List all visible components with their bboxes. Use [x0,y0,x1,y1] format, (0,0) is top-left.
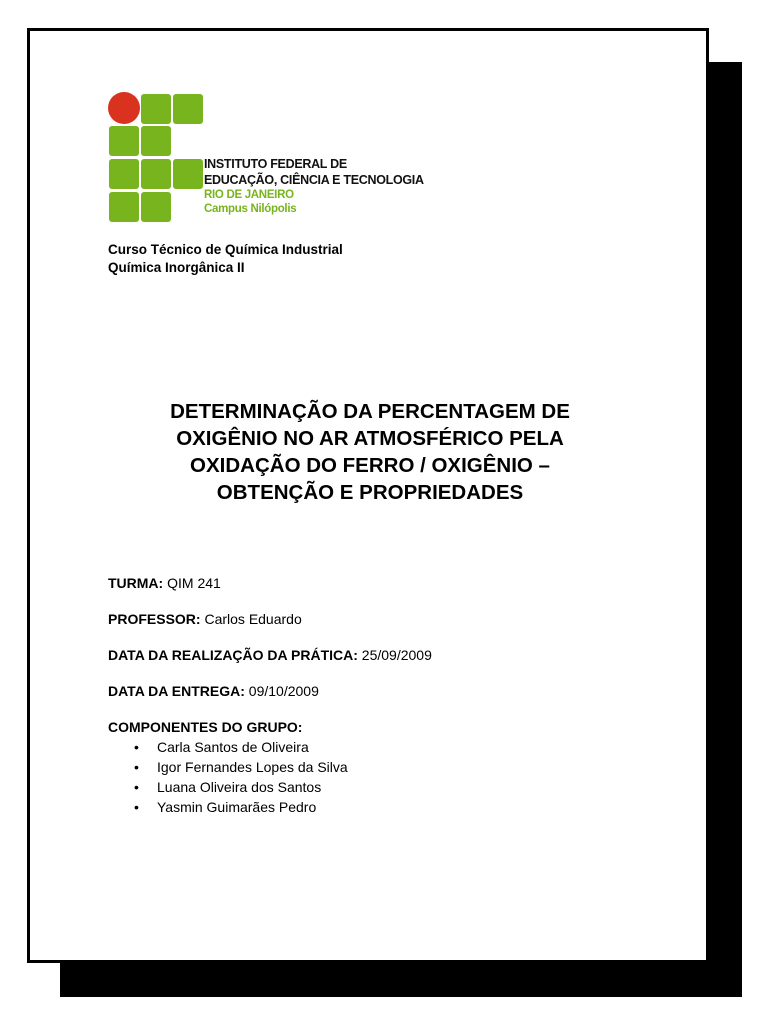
list-item [108,777,348,797]
logo-square [141,126,171,156]
logo-line-3: RIO DE JANEIRO [204,189,294,201]
logo-square [109,192,139,222]
list-item [108,757,348,777]
title-line-4: OBTENÇÃO E PROPRIEDADES [216,481,524,504]
group-components [108,717,348,817]
logo-square [141,192,171,222]
components-heading: COMPONENTES DO GRUPO: [108,719,303,735]
bullet-icon: • [134,759,139,775]
logo-text [204,156,444,216]
logo-square [141,94,171,124]
field-value: 09/10/2009 [244,683,319,699]
field-data-realizacao [108,646,432,664]
member-name: Carla Santos de Oliveira [157,739,309,755]
field-data-entrega [108,682,319,700]
member-name: Yasmin Guimarães Pedro [157,799,317,815]
field-label: TURMA: [108,575,164,591]
course-info [108,241,343,277]
logo-square [109,159,139,189]
field-turma [108,574,221,592]
logo-square [141,159,171,189]
member-list [108,737,348,817]
list-item [108,737,348,757]
field-value: 25/09/2009 [357,647,432,663]
logo-line-2: EDUCAÇÃO, CIÊNCIA E TECNOLOGIA [204,173,424,187]
document-page [27,28,709,963]
field-label: DATA DA ENTREGA: [108,683,245,699]
logo-square [109,126,139,156]
document-title [90,398,650,506]
bullet-icon: • [134,799,139,815]
title-line-3: OXIDAÇÃO DO FERRO / OXIGÊNIO – [190,454,550,477]
course-name: Curso Técnico de Química Industrial [108,242,343,257]
field-label: DATA DA REALIZAÇÃO DA PRÁTICA: [108,647,358,663]
field-value: QIM 241 [163,575,221,591]
member-name: Igor Fernandes Lopes da Silva [157,759,348,775]
field-label: PROFESSOR: [108,611,201,627]
subject-name: Química Inorgânica II [108,260,245,275]
field-professor [108,610,302,628]
logo-square [173,94,203,124]
field-value: Carlos Eduardo [200,611,302,627]
bullet-icon: • [134,739,139,755]
logo-red-circle [108,92,140,124]
list-item [108,797,348,817]
title-line-1: DETERMINAÇÃO DA PERCENTAGEM DE [170,400,570,423]
logo-line-1: INSTITUTO FEDERAL DE [204,157,347,171]
institution-logo [108,91,428,227]
logo-square [173,159,203,189]
member-name: Luana Oliveira dos Santos [157,779,322,795]
logo-line-4: Campus Nilópolis [204,203,297,215]
title-line-2: OXIGÊNIO NO AR ATMOSFÉRICO PELA [176,427,564,450]
bullet-icon: • [134,779,139,795]
